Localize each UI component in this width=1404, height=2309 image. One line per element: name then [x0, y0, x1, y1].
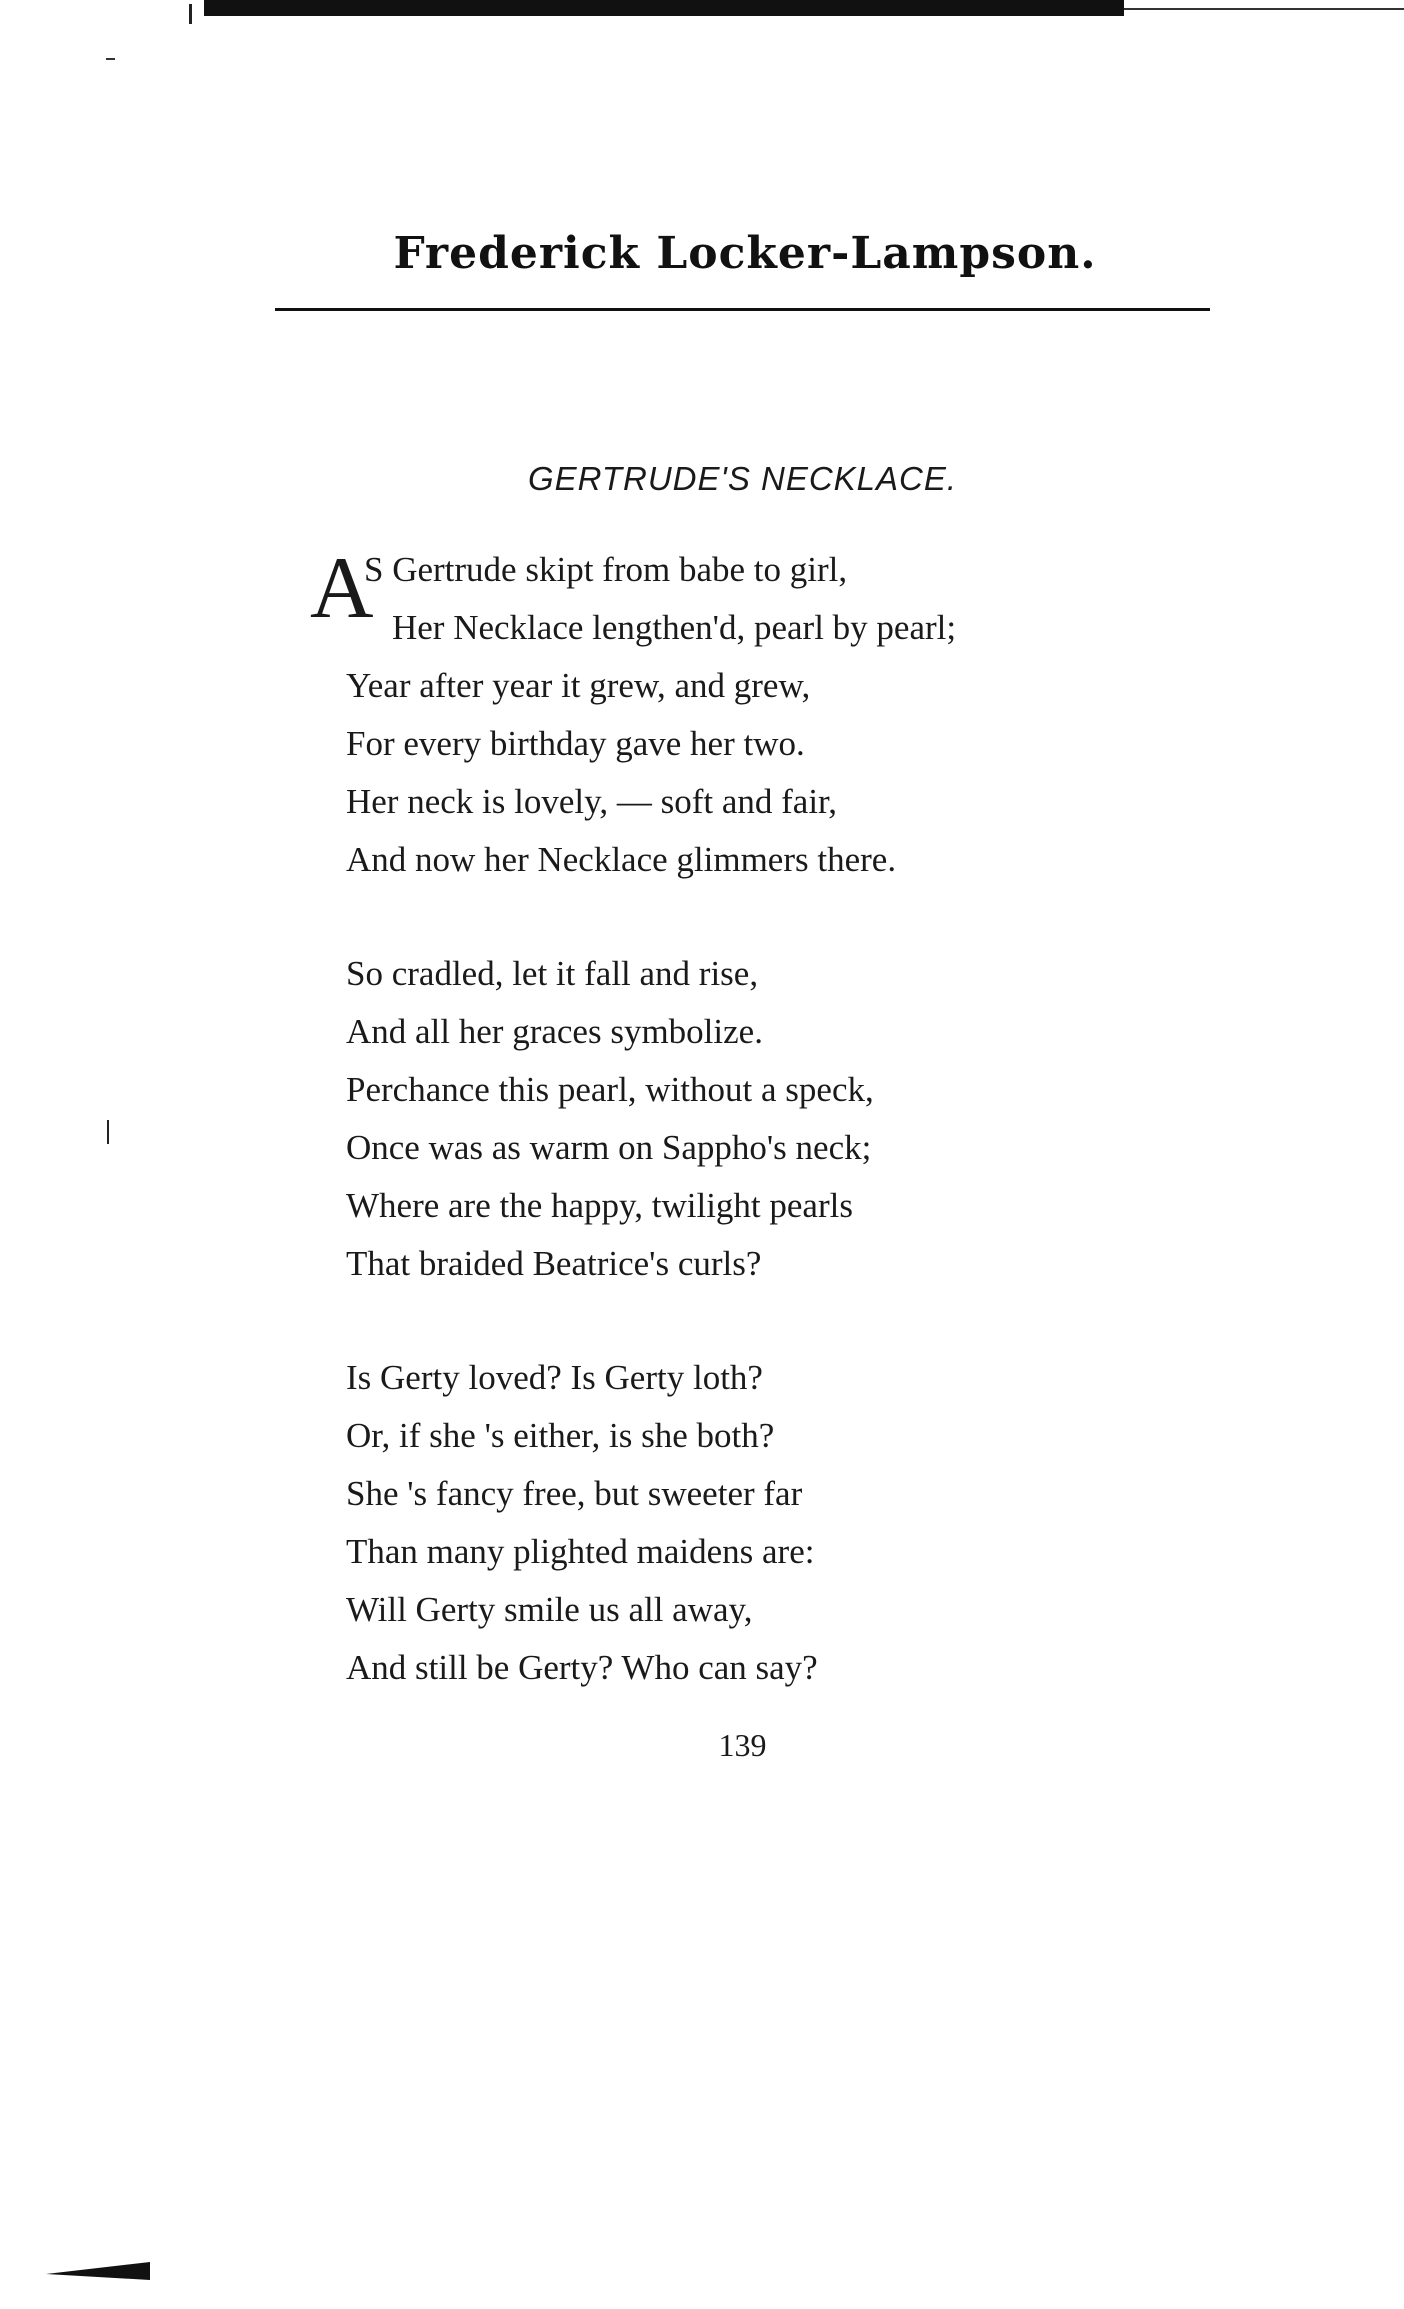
poem-line: Or, if she 's either, is she both? — [346, 1416, 775, 1455]
poem-line-text: S Gertrude skipt from babe to girl, — [364, 550, 848, 589]
poem-line: Her Necklace lengthen'd, pearl by pearl; — [392, 608, 957, 647]
poem-line: Once was as warm on Sappho's neck; — [346, 1128, 872, 1167]
poem-line: She 's fancy free, but sweeter far — [346, 1474, 803, 1513]
poem-line: Perchance this pearl, without a speck, — [346, 1070, 874, 1109]
page-number: 139 — [718, 1727, 767, 1763]
poem-line: And now her Necklace glimmers there. — [346, 840, 897, 879]
poem-line: Will Gerty smile us all away, — [346, 1590, 753, 1629]
poem-line: Is Gerty loved? Is Gerty loth? — [346, 1358, 763, 1397]
scan-margin-tick — [107, 1120, 109, 1144]
poem-line: Where are the happy, twilight pearls — [346, 1186, 853, 1225]
poem-line: So cradled, let it fall and rise, — [346, 954, 759, 993]
drop-cap: A — [310, 540, 374, 637]
poem-line: And all her graces symbolize. — [346, 1012, 763, 1051]
poem-line: Than many plighted maidens are: — [346, 1532, 815, 1571]
poem-line: Her neck is lovely, — soft and fair, — [346, 782, 838, 821]
poem-title: GERTRUDE'S NECKLACE. — [527, 460, 958, 497]
poem-line: That braided Beatrice's curls? — [346, 1244, 762, 1283]
stanza-2 — [346, 945, 1166, 1293]
poem-line: For every birthday gave her two. — [346, 724, 805, 763]
head-rule — [275, 308, 1210, 311]
scan-speck — [106, 58, 115, 60]
scan-left-tick — [189, 4, 192, 24]
scan-top-bar — [204, 0, 1124, 16]
poem-line: And still be Gerty? Who can say? — [346, 1648, 818, 1687]
stanza-3 — [346, 1349, 1166, 1697]
poem-line: Year after year it grew, and grew, — [346, 666, 811, 705]
scan-arrow-mark — [46, 2262, 150, 2280]
running-head: Frederick Locker-Lampson. — [393, 228, 1097, 279]
scan-top-line — [1124, 8, 1404, 10]
stanza-1 — [310, 540, 1166, 889]
